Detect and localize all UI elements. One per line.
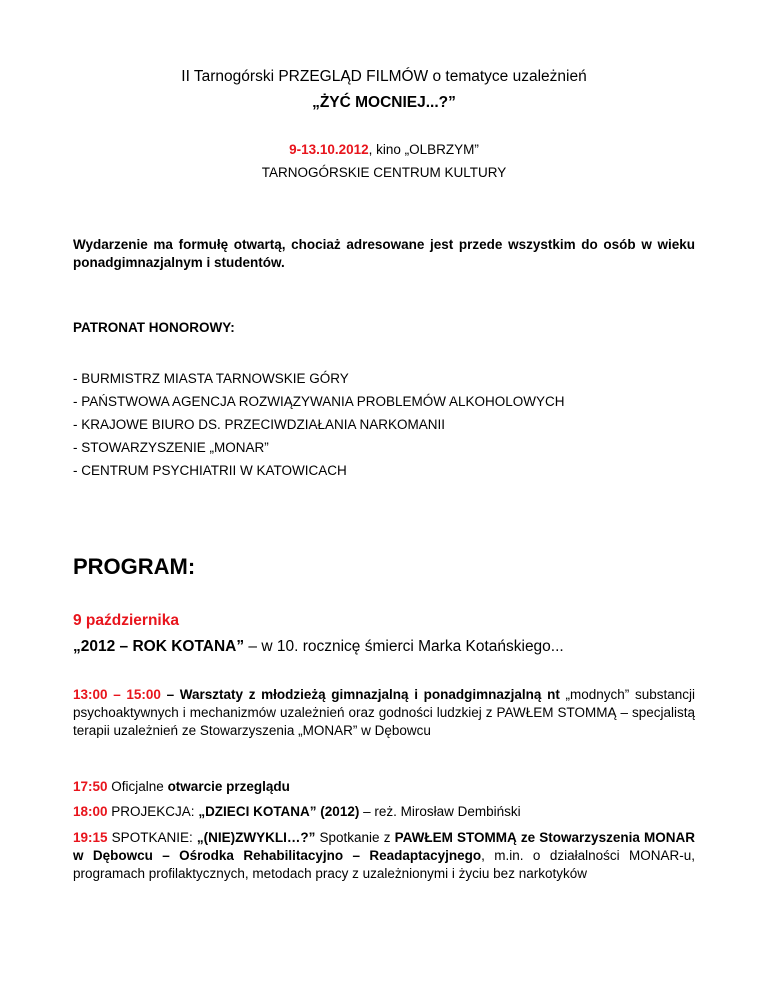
event-description: , m.in. o działalności MONAR-u, programach profilaktycznych, metodach pracy z uzależnionymi i życiu bez narkotyków	[73, 848, 695, 881]
patronat-heading: PATRONAT HONOROWY:	[73, 320, 235, 335]
program-heading: PROGRAM:	[73, 554, 196, 579]
list-item: - KRAJOWE BIURO DS. PRZECIWDZIAŁANIA NARKOMANII	[73, 417, 446, 432]
event-text: PROJEKCJA:	[107, 804, 199, 819]
intro-paragraph: Wydarzenie ma formułę otwartą, chociaż adresowane jest przede wszystkim do osób w wieku ponadgimnazjalnym i studentów.	[73, 237, 695, 270]
festival-motto: „ŻYĆ MOCNIEJ...?”	[312, 94, 456, 111]
list-item: - BURMISTRZ MIASTA TARNOWSKIE GÓRY	[73, 371, 349, 386]
festival-date-line	[73, 142, 695, 157]
event-description: „modnych” substancji psychoaktywnych i mechanizmów uzależnień oraz godności ludzkiej z PAWŁEM STOMMĄ – specjalistą terapii uzależnień ze Stowarzyszenia „MONAR” w Dębowcu	[73, 687, 695, 738]
event-time: 13:00 – 15:00	[73, 687, 161, 702]
festival-cinema: , kino „OLBRZYM”	[368, 142, 479, 157]
festival-title: II Tarnogórski PRZEGLĄD FILMÓW o tematyce uzależnień	[181, 68, 587, 85]
program-day: 9 października	[73, 612, 179, 629]
event-text: SPOTKANIE:	[107, 830, 197, 845]
event-guest: PAWŁEM STOMMĄ ze Stowarzyszenia MONAR w Dębowcu – Ośrodka Rehabilitacyjno – Readaptacyjnego	[73, 830, 695, 863]
program-day-subtitle	[73, 638, 564, 656]
event-text: Oficjalne	[107, 779, 168, 794]
list-item: - CENTRUM PSYCHIATRII W KATOWICACH	[73, 463, 347, 478]
event-description: – reż. Mirosław Dembiński	[359, 804, 521, 819]
event-time: 19:15	[73, 830, 108, 845]
event-title: otwarcie przeglądu	[167, 779, 290, 794]
patron-list	[73, 370, 565, 485]
event-screening	[73, 803, 695, 821]
festival-venue: TARNOGÓRSKIE CENTRUM KULTURY	[261, 165, 507, 180]
subtitle-bold: „2012 – ROK KOTANA”	[73, 638, 245, 655]
festival-date: 9-13.10.2012	[289, 142, 369, 157]
event-text: Spotkanie z	[315, 830, 395, 845]
event-meeting	[73, 829, 695, 883]
event-title: „(NIE)ZWYKLI…?”	[196, 830, 316, 845]
subtitle-rest: – w 10. rocznicę śmierci Marka Kotańskiego...	[244, 638, 564, 655]
event-opening	[73, 778, 695, 796]
event-title: – Warsztaty z młodzieżą gimnazjalną i ponadgimnazjalną nt	[160, 687, 560, 702]
list-item: - PAŃSTWOWA AGENCJA ROZWIĄZYWANIA PROBLEMÓW ALKOHOLOWYCH	[73, 394, 565, 409]
event-time: 17:50	[73, 779, 108, 794]
list-item: - STOWARZYSZENIE „MONAR”	[73, 440, 269, 455]
event-title: „DZIECI KOTANA” (2012)	[198, 804, 360, 819]
event-time: 18:00	[73, 804, 108, 819]
event-workshop	[73, 686, 695, 740]
